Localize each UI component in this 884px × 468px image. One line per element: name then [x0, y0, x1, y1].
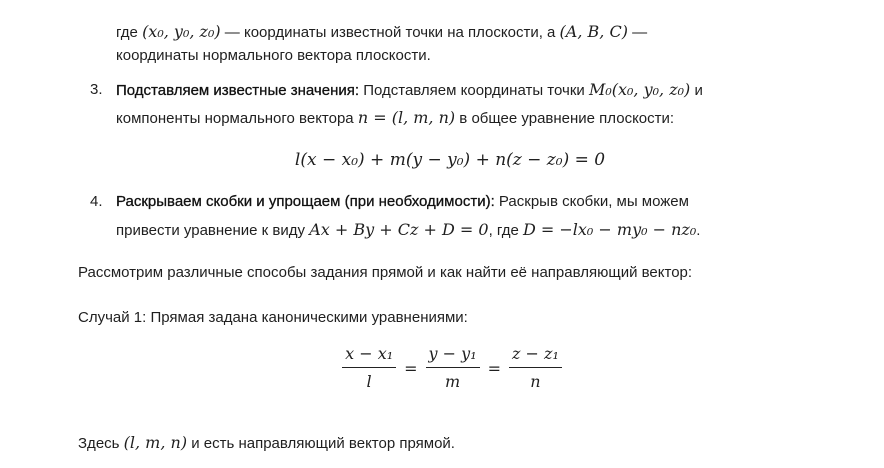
text: , где — [488, 222, 523, 239]
text: и — [690, 82, 703, 99]
math: n = (l, m, n) — [357, 108, 456, 127]
text: — — [627, 24, 648, 41]
text: координаты нормального вектора плоскости. — [116, 47, 431, 64]
item-title: Подставляем известные значения: — [116, 82, 360, 99]
text-line-1 — [116, 22, 647, 43]
text: . — [696, 222, 701, 239]
text: Раскрыв скобки, мы можем — [494, 193, 689, 210]
fraction — [342, 344, 396, 392]
list-number: 4. — [90, 193, 103, 210]
text: Здесь — [78, 435, 124, 452]
list-number: 3. — [90, 81, 103, 98]
math: Ax + By + Cz + D = 0 — [309, 220, 489, 239]
list-item-3 — [116, 80, 703, 101]
equals: = — [487, 358, 502, 378]
text: в общее уравнение плоскости: — [455, 110, 675, 127]
text: Подставляем координаты точки — [359, 82, 589, 99]
denominator: n — [530, 372, 541, 391]
numerator: y − y₁ — [426, 344, 480, 368]
list-item-4-line-2 — [116, 220, 700, 241]
equals: = — [404, 358, 418, 378]
conclusion — [78, 433, 455, 454]
plane-equation: l(x − x₀) + m(y − y₀) + n(z − z₀) = 0 — [294, 150, 606, 170]
denominator: m — [445, 372, 461, 391]
item-title: Раскрываем скобки и упрощаем (при необходимости): — [116, 193, 495, 210]
text: — координаты известной точки на плоскости, а — [220, 24, 560, 41]
math-point: (x₀, y₀, z₀) — [142, 22, 221, 41]
numerator: x − x₁ — [342, 344, 396, 368]
list-item-3-line-2 — [116, 108, 674, 129]
numerator: z − z₁ — [509, 344, 562, 368]
math: D = −lx₀ − my₀ − nz₀ — [522, 220, 697, 239]
text: и есть направляющий вектор прямой. — [187, 435, 455, 452]
math-normal: (A, B, C) — [559, 22, 628, 41]
text: привести уравнение к виду — [116, 222, 310, 239]
fraction — [426, 344, 480, 392]
paragraph: Рассмотрим различные способы задания прямой и как найти её направляющий вектор: — [78, 264, 693, 281]
fraction — [509, 344, 562, 392]
text: компоненты нормального вектора — [116, 110, 358, 127]
canonical-equation — [10, 344, 884, 392]
case-heading: Случай 1: Прямая задана каноническими уравнениями: — [78, 309, 468, 326]
math: (l, m, n) — [123, 433, 188, 452]
math: M₀(x₀, y₀, z₀) — [588, 80, 691, 99]
list-item-4 — [116, 192, 689, 212]
text-line-2 — [116, 46, 431, 66]
text: где — [116, 24, 143, 41]
denominator: l — [366, 372, 372, 391]
